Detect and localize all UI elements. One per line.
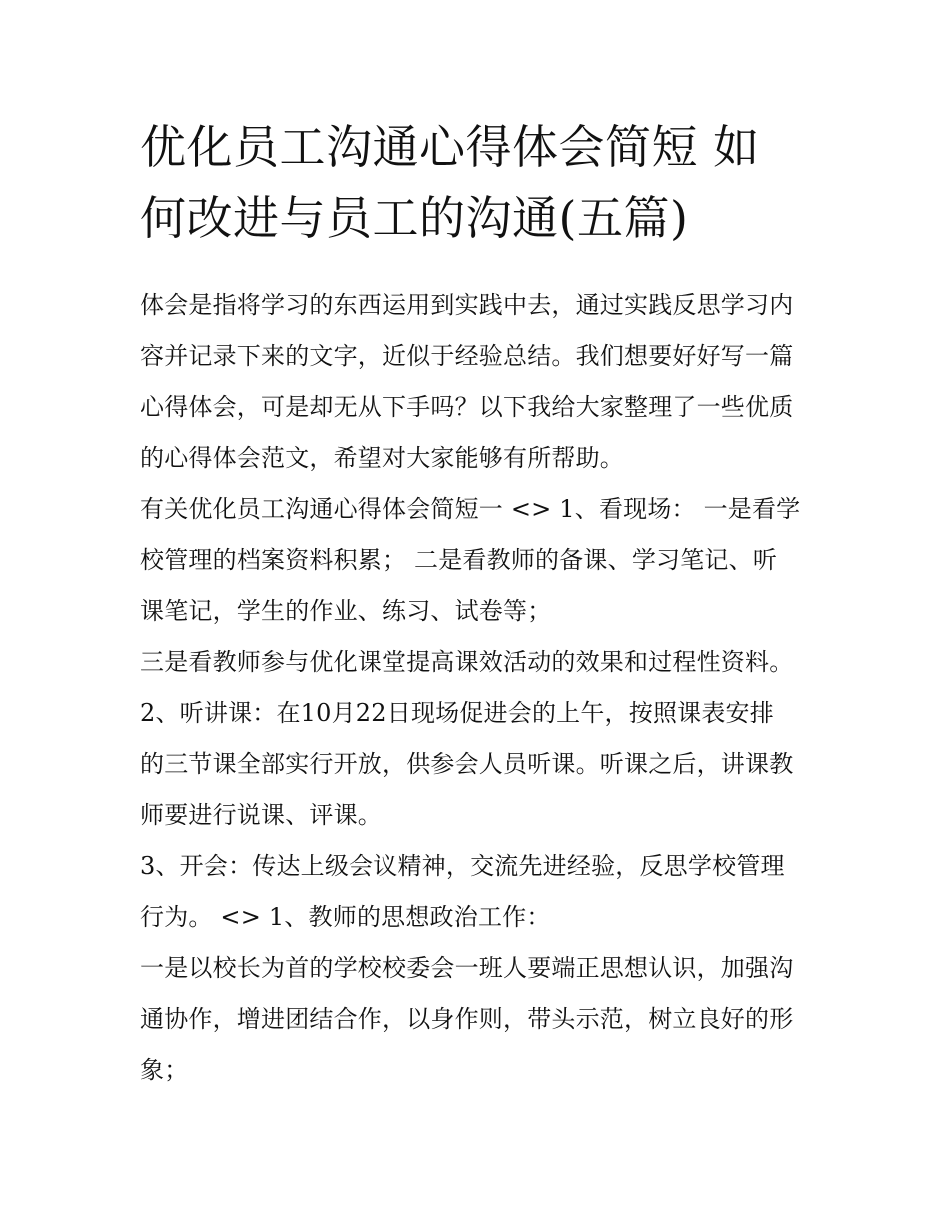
text-line: 的心得体会范文，希望对大家能够有所帮助。 [140, 444, 624, 472]
title-line: 何改进与员工的沟通(五篇) [140, 191, 689, 245]
text-line: 的三节课全部实行开放，供参会人员听课。听课之后，讲课教 [140, 750, 794, 778]
text-line: 三是看教师参与优化课堂提高课效活动的效果和过程性资料。 [140, 648, 794, 676]
text-line: 心得体会，可是却无从下手吗？以下我给大家整理了一些优质 [140, 393, 794, 421]
text-line: 3、开会：传达上级会议精神，交流先进经验，反思学校管理 [140, 852, 785, 880]
text-line: 行为。 <> 1、教师的思想政治工作： [140, 903, 551, 931]
paragraph-item-three [140, 637, 820, 688]
document-title [140, 112, 820, 254]
text-line: 通协作，增进团结合作，以身作则，带头示范，树立良好的形 [140, 1005, 794, 1033]
paragraph-meeting [140, 841, 820, 943]
text-line: 容并记录下来的文字，近似于经验总结。我们想要好好写一篇 [140, 342, 794, 370]
paragraph-principal [140, 943, 820, 1096]
paragraph-section-one [140, 484, 820, 637]
paragraph-listen-lecture [140, 688, 820, 841]
title-line: 优化员工沟通心得体会简短 如 [140, 120, 760, 174]
text-line: 体会是指将学习的东西运用到实践中去，通过实践反思学习内 [140, 291, 794, 319]
text-line: 2、听讲课：在10月22日现场促进会的上午，按照课表安排 [140, 699, 774, 727]
text-line: 课笔记，学生的作业、练习、试卷等； [140, 597, 552, 625]
text-line: 师要进行说课、评课。 [140, 801, 382, 829]
text-line: 校管理的档案资料积累； 二是看教师的备课、学习笔记、听 [140, 546, 778, 574]
document-body [140, 280, 820, 1096]
paragraph-intro [140, 280, 820, 484]
text-line: 一是以校长为首的学校校委会一班人要端正思想认识，加强沟 [140, 954, 794, 982]
text-line: 象； [140, 1056, 189, 1084]
text-line: 有关优化员工沟通心得体会简短一 <> 1、看现场： 一是看学 [140, 495, 801, 523]
